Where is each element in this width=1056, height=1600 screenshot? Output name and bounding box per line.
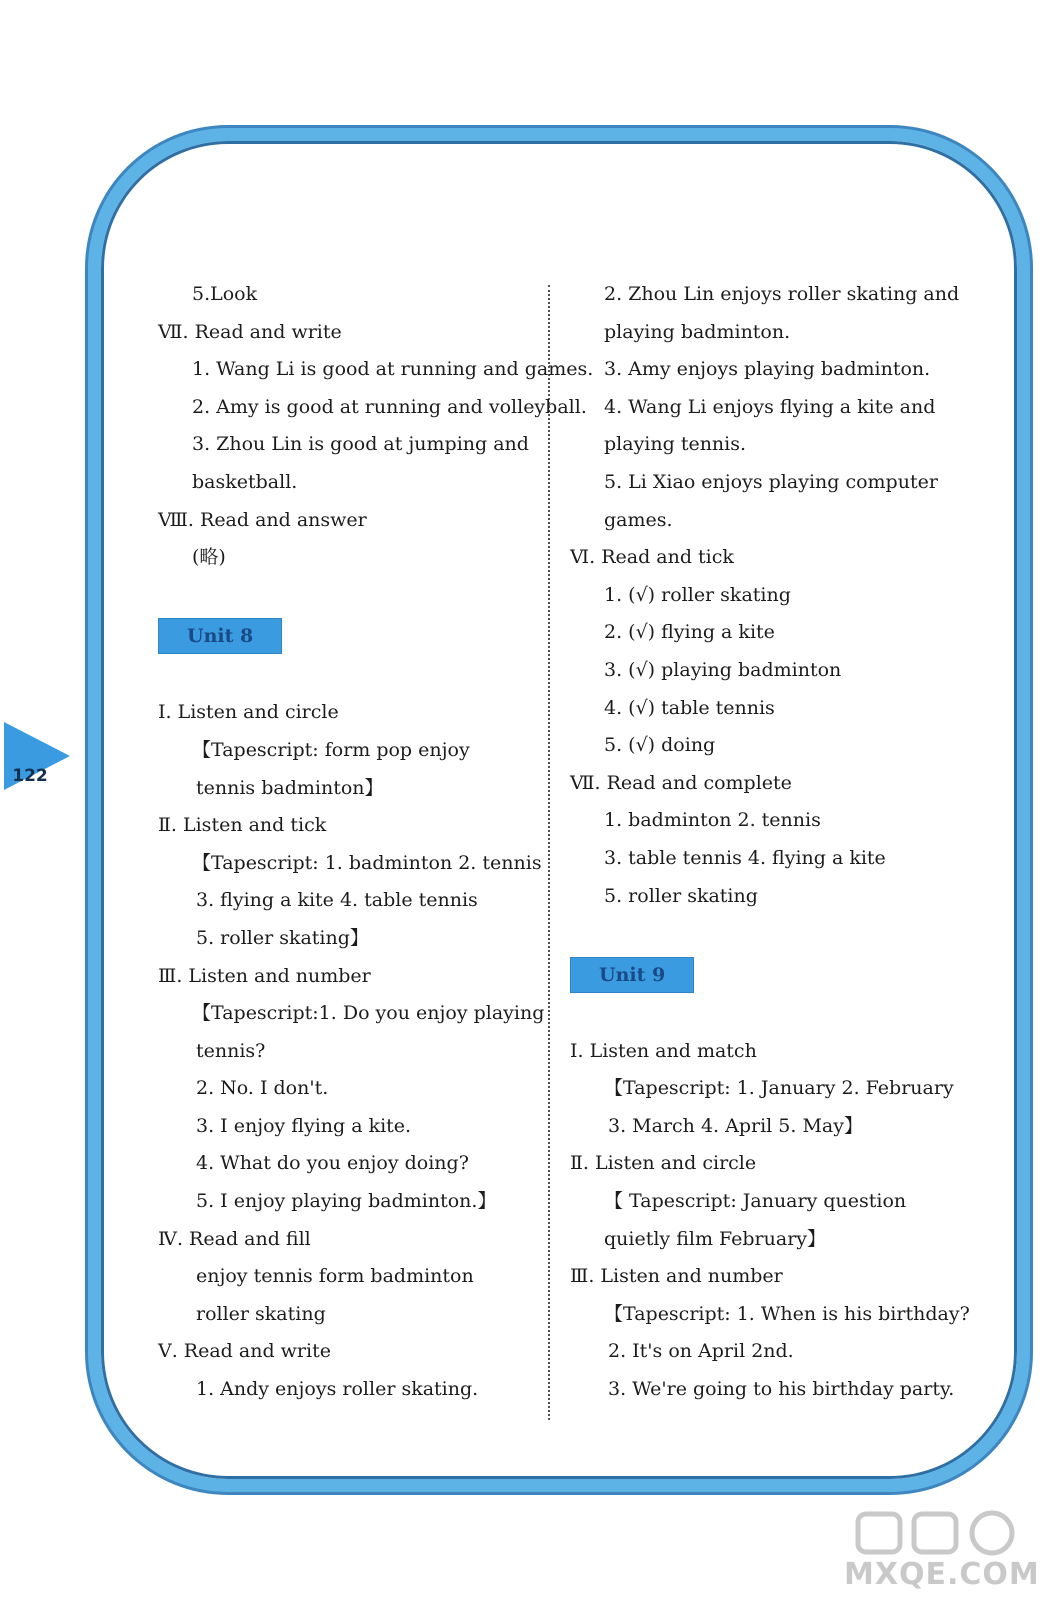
section-heading: Ⅷ. Read and answer [158, 508, 367, 531]
section-heading: Ⅵ. Read and tick [570, 546, 734, 569]
answer-line: 3. Amy enjoys playing badminton. [604, 358, 931, 381]
right-column [570, 276, 970, 1409]
answer-line: 2. Amy is good at running and volleyball. [192, 395, 587, 418]
answer-line: 3. table tennis 4. flying a kite [604, 846, 886, 869]
page-number: 122 [12, 766, 48, 786]
answer-line: 5. roller skating [604, 884, 758, 907]
answer-line: 3. (√) playing badminton [604, 658, 842, 681]
spacer [158, 577, 538, 615]
answer-line: 5. (√) doing [604, 734, 716, 757]
section-heading: Ⅱ. Listen and tick [158, 814, 327, 837]
answer-line: roller skating [196, 1302, 326, 1325]
section-heading: Ⅴ. Read and write [158, 1340, 331, 1363]
section-heading: Ⅳ. Read and fill [158, 1227, 311, 1250]
answer-line: 3. We're going to his birthday party. [608, 1378, 955, 1401]
answer-line: (略) [192, 546, 226, 569]
watermark [844, 1508, 1040, 1592]
answer-line: games. [604, 508, 673, 531]
answer-line: playing badminton. [604, 320, 791, 343]
unit-8-badge: Unit 8 [158, 618, 282, 654]
answer-line: 5.Look [192, 283, 258, 305]
section-heading: Ⅲ. Listen and number [158, 964, 371, 987]
answer-line: 5. Li Xiao enjoys playing computer [604, 470, 938, 493]
answer-line: 4. Wang Li enjoys flying a kite and [604, 395, 936, 418]
section-heading: Ⅶ. Read and complete [570, 771, 792, 794]
answer-line: 【 Tapescript: January question [604, 1190, 907, 1213]
answer-line: 【Tapescript: 1. When is his birthday? [604, 1302, 970, 1325]
answer-line: 5. roller skating】 [196, 926, 369, 949]
answer-line: 2. No. I don't. [196, 1077, 329, 1100]
answer-line: 1. (√) roller skating [604, 583, 791, 606]
answer-line: 5. I enjoy playing badminton.】 [196, 1190, 497, 1213]
answer-line: playing tennis. [604, 433, 747, 456]
answer-line: tennis? [196, 1039, 266, 1062]
answer-line: 3. flying a kite 4. table tennis [196, 889, 478, 912]
section-heading: Ⅲ. Listen and number [570, 1265, 783, 1288]
answer-line: 【Tapescript: 1. badminton 2. tennis [192, 851, 542, 874]
answer-line: 2. (√) flying a kite [604, 621, 775, 644]
answer-line: 1. badminton 2. tennis [604, 809, 821, 832]
answer-line: 2. Zhou Lin enjoys roller skating and [604, 283, 960, 305]
answer-line: 3. I enjoy flying a kite. [196, 1114, 412, 1137]
watermark-text: MXQE.COM [844, 1557, 1040, 1592]
answer-line: 4. (√) table tennis [604, 696, 775, 719]
section-heading: Ⅱ. Listen and circle [570, 1152, 757, 1175]
watermark-logo-icon [844, 1508, 1034, 1558]
answer-line: quietly film February】 [604, 1227, 827, 1250]
unit-9-badge: Unit 9 [570, 957, 694, 993]
answer-line: 【Tapescript:1. Do you enjoy playing [192, 1002, 545, 1025]
section-heading: Ⅰ. Listen and circle [158, 701, 339, 724]
answer-line: 4. What do you enjoy doing? [196, 1152, 469, 1175]
answers-section-unit7 [158, 276, 594, 577]
answer-line: 2. It's on April 2nd. [608, 1340, 794, 1363]
section-heading: Ⅶ. Read and write [158, 320, 342, 343]
answer-line: 【Tapescript: 1. January 2. February [604, 1077, 954, 1100]
answers-section-unit8-continued [570, 276, 960, 915]
left-column [158, 276, 594, 1409]
section-heading: Ⅰ. Listen and match [570, 1039, 757, 1062]
answer-line: enjoy tennis form badminton [196, 1265, 474, 1288]
answer-line: 1. Wang Li is good at running and games. [192, 358, 594, 381]
answer-line: 【Tapescript: form pop enjoy [192, 738, 470, 761]
answer-line: tennis badminton】 [196, 776, 384, 799]
answer-line: 3. March 4. April 5. May】 [608, 1114, 863, 1137]
answers-section-unit8 [158, 694, 545, 1408]
answers-section-unit9 [570, 1033, 970, 1409]
answer-line: 1. Andy enjoys roller skating. [196, 1378, 479, 1401]
spacer [570, 915, 950, 953]
answer-line: 3. Zhou Lin is good at jumping and [192, 433, 529, 456]
column-divider [548, 285, 550, 1420]
answer-line: basketball. [192, 470, 298, 493]
